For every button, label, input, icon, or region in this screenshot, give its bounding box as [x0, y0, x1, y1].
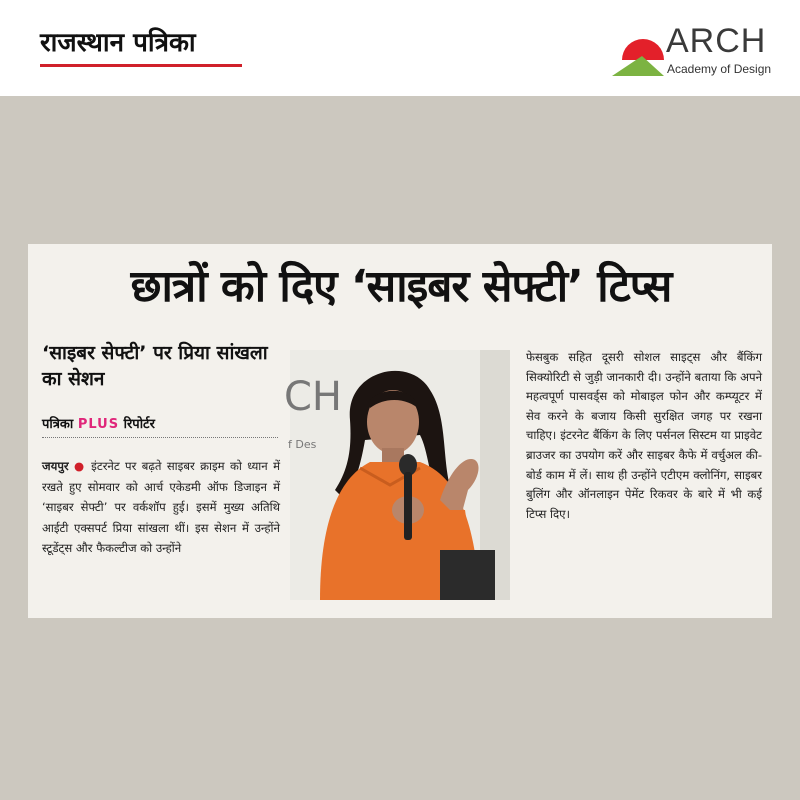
article-byline: [42, 416, 155, 434]
speaker-photo-image: [284, 350, 510, 600]
newspaper-clipping: [28, 244, 772, 618]
byline-role: रिपोर्टर: [123, 417, 155, 432]
article-headline: छात्रों को दिए ‘साइबर सेफ्टी’ टिप्स: [130, 261, 672, 312]
byline-plus: PLUS: [77, 417, 120, 432]
logo-name: ARCH: [666, 22, 767, 60]
top-header-bar: [0, 0, 800, 96]
logo-tagline: Academy of Design: [667, 62, 772, 76]
newspaper-masthead: राजस्थान पत्रिका: [40, 28, 196, 58]
article-column-1: [42, 456, 280, 559]
arch-logo-icon: [612, 20, 672, 80]
photo-backdrop-text-2: f Des: [288, 438, 317, 451]
byline-paper: पत्रिका: [42, 417, 74, 432]
column-1-text: इंटरनेट पर बढ़ते साइबर क्राइम को ध्यान में रखते हुए सोमवार को आर्च एकेडमी ऑफ डिजाइन में ‘साइबर सेफ्टी’ पर वर्कशॉप हुई। इसमें मुख्य अतिथि आईटी एक्सपर्ट प्रिया सांखला थीं। इस सेशन में उन्होंने स्टूडेंट्स और फैकल्टीज को उन्होंने: [42, 459, 281, 555]
dateline-bullet: ●: [74, 459, 86, 473]
article-dateline: जयपुर: [42, 459, 69, 473]
speaker-photo: [284, 350, 510, 600]
arch-logo: [612, 20, 782, 80]
masthead-underline: [40, 64, 242, 67]
article-column-3: फेसबुक सहित दूसरी सोशल साइट्स और बैंकिंग सिक्योरिटी से जुड़ी जानकारी दी। उन्होंने बताया कि अपने महत्वपूर्ण पासवर्ड्स को मोबाइल फोन और कम्प्यूटर में सेव करने के बजाय किसी सुरक्षित जगह पर रखना चाहिए। इंटरनेट बैंकिंग के लिए पर्सनल सिस्टम या प्राइवेट ब्राउजर का उपयोग करें और साइबर कैफे में वर्चुअल की-बोर्ड काम में लें। साथ ही उन्होंने एटीएम क्लोनिंग, साइबर बुलिंग और ऑनलाइन पेमेंट रिकवर के बारे में भी कई टिप्स दिए।: [526, 350, 762, 521]
article-subhead: ‘साइबर सेफ्टी’ पर प्रिया सांखला का सेशन: [42, 342, 268, 390]
photo-backdrop-text: CH: [284, 374, 343, 420]
byline-divider: [42, 437, 278, 438]
